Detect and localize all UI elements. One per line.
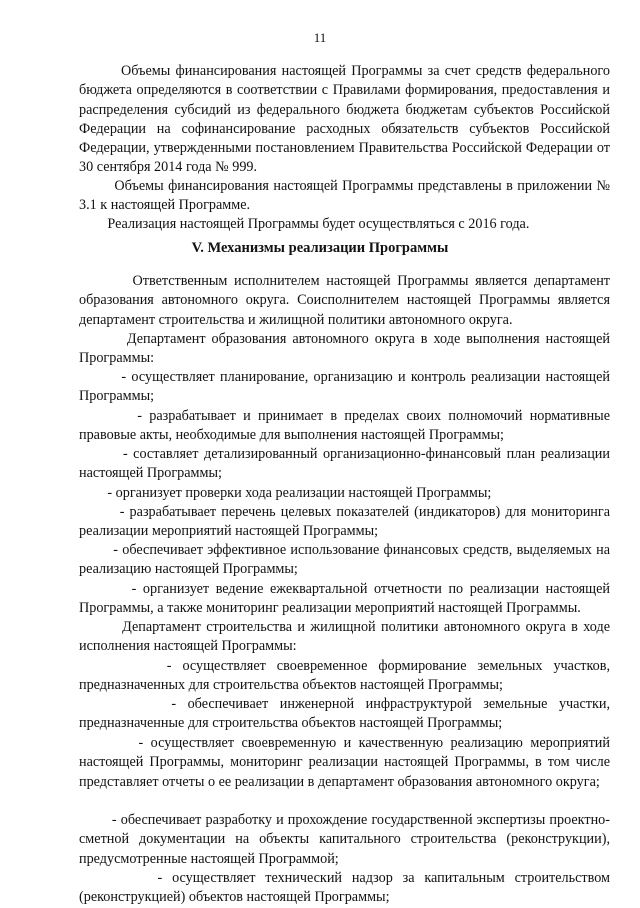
list-item: - осуществляет планирование, организацию и контроль реализации настоящей Программы; — [79, 369, 610, 405]
list-item: - составляет детализированный организационно-финансовый план реализации настоящей Программы; — [79, 446, 610, 482]
paragraph-start-year: Реализация настоящей Программы будет осуществляться с 2016 года. — [79, 216, 530, 232]
paragraph-responsible-executor: Ответственным исполнителем настоящей Программы является департамент образования автономного округа. Соисполнителем настоящей Программы является департамент строительства и жилищной политики автономного округа. — [79, 273, 610, 328]
list-item: - обеспечивает эффективное использование финансовых средств, выделяемых на реализацию настоящей Программы; — [79, 542, 610, 578]
list-item: - организует ведение ежеквартальной отчетности по реализации настоящей Программы, а также мониторинг реализации мероприятий настоящей Программы. — [79, 581, 610, 617]
list-item: - обеспечивает инженерной инфраструктурой земельные участки, предназначенные для строительства объектов настоящей Программы; — [79, 696, 610, 732]
paragraph-federal-funding: Объемы финансирования настоящей Программы за счет средств федерального бюджета определяются в соответствии с Правилами формирования, предоставления и распределения субсидий из федерального бюджета бюджетам субъектов Российской Федерации на софинансирование расходных обязательств субъектов Российской Федерации, утвержденными постановлением Правительства Российской Федерации от 30 сентября 2014 года № 999. — [79, 63, 610, 176]
list-item: - осуществляет своевременную и качественную реализацию мероприятий настоящей Программы, мониторинг реализации настоящей Программы, в том числе представляет отчеты о ее реализации в департамент образования автономного округа; — [79, 735, 610, 790]
section-heading: V. Механизмы реализации Программы — [191, 240, 449, 256]
list-item: - осуществляет технический надзор за капитальным строительством (реконструкцией) объектов настоящей Программы; — [79, 870, 610, 906]
list-item: - разрабатывает перечень целевых показателей (индикаторов) для мониторинга реализации мероприятий настоящей Программы; — [79, 504, 610, 540]
page-number: 11 — [313, 30, 327, 45]
list-item: - осуществляет своевременное формирование земельных участков, предназначенных для строительства объектов настоящей Программы; — [79, 658, 610, 694]
paragraph-education-dept-intro: Департамент образования автономного округа в ходе выполнения настоящей Программы: — [79, 331, 610, 367]
paragraph-construction-dept-intro: Департамент строительства и жилищной политики автономного округа в ходе исполнения настоящей Программы: — [79, 619, 610, 655]
paragraph-funding-appendix: Объемы финансирования настоящей Программы представлены в приложении № 3.1 к настоящей Программе. — [79, 178, 610, 214]
list-item: - разрабатывает и принимает в пределах своих полномочий нормативные правовые акты, необходимые для выполнения настоящей Программы; — [79, 408, 610, 444]
list-item: - организует проверки хода реализации настоящей Программы; — [79, 485, 492, 501]
list-item: - обеспечивает разработку и прохождение государственной экспертизы проектно-сметной документации на объекты капитального строительства (реконструкции), предусмотренные настоящей Программой; — [79, 812, 610, 867]
